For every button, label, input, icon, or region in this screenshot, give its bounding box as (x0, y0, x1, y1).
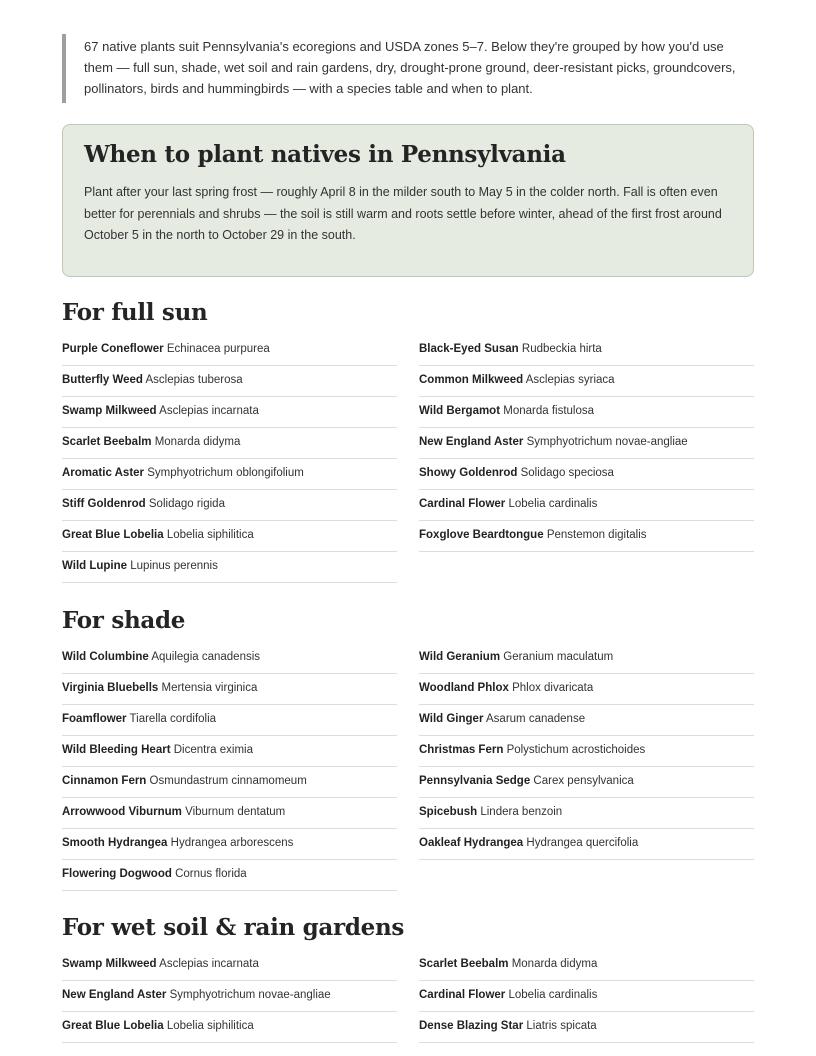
plant-columns (62, 335, 754, 583)
plant-row (419, 335, 754, 366)
plant-common-name: Foamflower (62, 713, 127, 725)
plant-common-name: Aromatic Aster (62, 467, 145, 479)
plant-row (419, 1012, 754, 1043)
plant-latin-name: Asclepias incarnata (159, 958, 259, 970)
plant-common-name: Great Blue Lobelia (62, 1020, 164, 1032)
section-heading: For shade (62, 607, 186, 634)
plant-latin-name: Lobelia siphilitica (166, 529, 254, 541)
plant-latin-name: Monarda didyma (154, 436, 241, 448)
plant-row (419, 366, 754, 397)
planting-time-callout (62, 124, 754, 277)
plant-latin-name: Solidago speciosa (520, 467, 614, 479)
plant-row (62, 674, 397, 705)
plant-row (62, 860, 397, 891)
plant-common-name: Swamp Milkweed (62, 958, 157, 970)
plant-common-name: Swamp Milkweed (62, 405, 157, 417)
plant-common-name: Great Blue Lobelia (62, 529, 164, 541)
plant-common-name: Scarlet Beebalm (62, 436, 152, 448)
plant-common-name: Cardinal Flower (419, 989, 506, 1001)
plant-latin-name: Asarum canadense (486, 713, 586, 725)
plant-column-left (62, 335, 397, 583)
plant-latin-name: Symphyotrichum oblongifolium (147, 467, 304, 479)
plant-row (419, 705, 754, 736)
plant-row (419, 829, 754, 860)
plant-row (62, 521, 397, 552)
callout-title: When to plant natives in Pennsylvania (84, 141, 566, 168)
plant-latin-name: Monarda didyma (511, 958, 598, 970)
plant-common-name: New England Aster (419, 436, 524, 448)
plant-row (419, 767, 754, 798)
plant-row (419, 459, 754, 490)
plant-latin-name: Cornus florida (175, 868, 247, 880)
plant-latin-name: Viburnum dentatum (185, 806, 286, 818)
callout-body: Plant after your last spring frost — roughly April 8 in the milder south to May 5 in the colder north. Fall is often even better for perennials and shrubs — the soil is still warm and roots settle before winter, ahead of the first frost around October 5 in the north to October 29 in the south. (84, 185, 722, 242)
plant-common-name: Stiff Goldenrod (62, 498, 146, 510)
plant-common-name: Wild Lupine (62, 560, 128, 572)
plant-column-left (62, 643, 397, 891)
plant-common-name: Christmas Fern (419, 744, 504, 756)
plant-row (419, 674, 754, 705)
plant-latin-name: Osmundastrum cinnamomeum (149, 775, 307, 787)
plant-latin-name: Penstemon digitalis (546, 529, 647, 541)
plant-row (62, 705, 397, 736)
plant-row (62, 981, 397, 1012)
plant-latin-name: Mertensia virginica (161, 682, 258, 694)
plant-row (419, 428, 754, 459)
plant-common-name: Black-Eyed Susan (419, 343, 519, 355)
plant-column-right (419, 950, 754, 1043)
plant-common-name: Purple Coneflower (62, 343, 164, 355)
plant-column-left (62, 950, 397, 1043)
plant-common-name: Wild Ginger (419, 713, 484, 725)
plant-row (419, 397, 754, 428)
plant-row (419, 950, 754, 981)
plant-row (62, 397, 397, 428)
plant-latin-name: Asclepias tuberosa (145, 374, 243, 386)
plant-row (419, 643, 754, 674)
plant-common-name: Smooth Hydrangea (62, 837, 168, 849)
plant-row (62, 829, 397, 860)
plant-common-name: Virginia Bluebells (62, 682, 159, 694)
plant-common-name: Common Milkweed (419, 374, 524, 386)
plant-latin-name: Lobelia siphilitica (166, 1020, 254, 1032)
plant-common-name: Woodland Phlox (419, 682, 509, 694)
section-heading: For wet soil & rain gardens (62, 914, 405, 941)
plant-column-right (419, 643, 754, 891)
plant-row (62, 490, 397, 521)
plant-common-name: Wild Columbine (62, 651, 149, 663)
plant-latin-name: Lobelia cardinalis (508, 498, 598, 510)
plant-common-name: Scarlet Beebalm (419, 958, 509, 970)
section-shade (62, 606, 754, 880)
plant-columns (62, 643, 754, 891)
plant-common-name: Dense Blazing Star (419, 1020, 524, 1032)
section-wet-soil (62, 913, 754, 1032)
plant-latin-name: Geranium maculatum (503, 651, 614, 663)
plant-row (62, 950, 397, 981)
plant-common-name: Showy Goldenrod (419, 467, 518, 479)
plant-latin-name: Carex pensylvanica (533, 775, 634, 787)
plant-column-right (419, 335, 754, 583)
plant-latin-name: Lupinus perennis (130, 560, 218, 572)
plant-columns (62, 950, 754, 1043)
plant-common-name: Spicebush (419, 806, 478, 818)
plant-latin-name: Solidago rigida (148, 498, 225, 510)
section-full-sun (62, 298, 754, 572)
plant-latin-name: Asclepias incarnata (159, 405, 259, 417)
plant-common-name: Cardinal Flower (419, 498, 506, 510)
plant-latin-name: Asclepias syriaca (525, 374, 615, 386)
intro-blockquote (62, 34, 754, 103)
plant-latin-name: Monarda fistulosa (503, 405, 595, 417)
plant-common-name: Wild Bleeding Heart (62, 744, 171, 756)
plant-latin-name: Lindera benzoin (480, 806, 563, 818)
plant-latin-name: Symphyotrichum novae-angliae (169, 989, 331, 1001)
plant-latin-name: Polystichum acrostichoides (506, 744, 646, 756)
section-heading: For full sun (62, 299, 208, 326)
plant-row (419, 521, 754, 552)
plant-row (62, 643, 397, 674)
plant-common-name: Butterfly Weed (62, 374, 143, 386)
plant-common-name: Oakleaf Hydrangea (419, 837, 524, 849)
plant-common-name: Flowering Dogwood (62, 868, 172, 880)
intro-text: 67 native plants suit Pennsylvania's ecoregions and USDA zones 5–7. Below they're grouped by how you'd use them — full sun, shade, wet soil and rain gardens, dry, drought-prone ground, deer-resistant picks, groundcovers, pollinators, birds and hummingbirds — with a species table and when to plant. (84, 39, 736, 96)
plant-row (62, 736, 397, 767)
plant-row (62, 428, 397, 459)
plant-common-name: Wild Bergamot (419, 405, 501, 417)
plant-latin-name: Hydrangea quercifolia (526, 837, 639, 849)
plant-common-name: New England Aster (62, 989, 167, 1001)
plant-row (419, 736, 754, 767)
plant-latin-name: Aquilegia canadensis (151, 651, 261, 663)
plant-common-name: Wild Geranium (419, 651, 501, 663)
plant-latin-name: Hydrangea arborescens (170, 837, 294, 849)
plant-common-name: Foxglove Beardtongue (419, 529, 544, 541)
plant-row (62, 366, 397, 397)
plant-latin-name: Symphyotrichum novae-angliae (526, 436, 688, 448)
plant-row (62, 552, 397, 583)
plant-latin-name: Dicentra eximia (173, 744, 253, 756)
plant-row (62, 459, 397, 490)
plant-row (419, 981, 754, 1012)
plant-row (419, 798, 754, 829)
plant-latin-name: Phlox divaricata (512, 682, 594, 694)
plant-common-name: Pennsylvania Sedge (419, 775, 531, 787)
plant-row (62, 335, 397, 366)
plant-row (62, 767, 397, 798)
plant-common-name: Cinnamon Fern (62, 775, 147, 787)
plant-latin-name: Liatris spicata (526, 1020, 597, 1032)
plant-row (62, 1012, 397, 1043)
plant-latin-name: Echinacea purpurea (166, 343, 270, 355)
plant-latin-name: Rudbeckia hirta (521, 343, 602, 355)
plant-latin-name: Lobelia cardinalis (508, 989, 598, 1001)
plant-row (419, 490, 754, 521)
plant-row (62, 798, 397, 829)
plant-common-name: Arrowwood Viburnum (62, 806, 182, 818)
plant-latin-name: Tiarella cordifolia (129, 713, 217, 725)
